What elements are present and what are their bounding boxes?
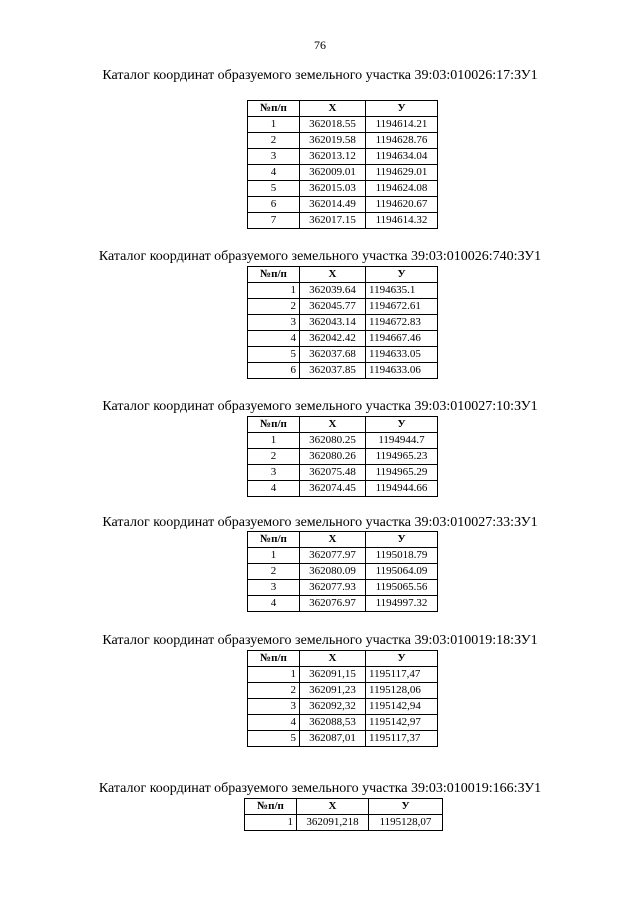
point-number: 4 bbox=[248, 481, 300, 497]
header-num: №п/п bbox=[248, 101, 300, 117]
y-coordinate: 1194672.83 bbox=[366, 315, 438, 331]
table-row bbox=[248, 347, 438, 363]
table-row bbox=[248, 283, 438, 299]
point-number: 4 bbox=[248, 165, 300, 181]
table-row bbox=[248, 548, 438, 564]
point-number: 1 bbox=[248, 667, 300, 683]
point-number: 2 bbox=[248, 299, 300, 315]
x-coordinate: 362080.25 bbox=[300, 433, 366, 449]
y-coordinate: 1194633.05 bbox=[366, 347, 438, 363]
table-row bbox=[248, 299, 438, 315]
point-number: 2 bbox=[248, 133, 300, 149]
x-coordinate: 362088,53 bbox=[300, 715, 366, 731]
point-number: 5 bbox=[248, 731, 300, 747]
y-coordinate: 1194944.66 bbox=[366, 481, 438, 497]
x-coordinate: 362017.15 bbox=[300, 213, 366, 229]
header-num: №п/п bbox=[248, 267, 300, 283]
table-row bbox=[248, 363, 438, 379]
y-coordinate: 1194672.61 bbox=[366, 299, 438, 315]
x-coordinate: 362080.09 bbox=[300, 564, 366, 580]
point-number: 2 bbox=[248, 683, 300, 699]
catalog-title: Каталог координат образуемого земельного участка 39:03:010027:10:ЗУ1 bbox=[102, 399, 538, 414]
catalog-title: Каталог координат образуемого земельного участка 39:03:010026:17:ЗУ1 bbox=[102, 68, 538, 83]
table-row bbox=[248, 596, 438, 612]
coordinates-table bbox=[247, 100, 438, 229]
x-coordinate: 362013.12 bbox=[300, 149, 366, 165]
header-y: У bbox=[366, 417, 438, 433]
table-row bbox=[248, 731, 438, 747]
header-y: У bbox=[366, 101, 438, 117]
x-coordinate: 362019.58 bbox=[300, 133, 366, 149]
point-number: 1 bbox=[248, 433, 300, 449]
x-coordinate: 362077.93 bbox=[300, 580, 366, 596]
y-coordinate: 1194624.08 bbox=[366, 181, 438, 197]
table-row bbox=[248, 715, 438, 731]
catalog-title: Каталог координат образуемого земельного участка 39:03:010019:18:ЗУ1 bbox=[102, 633, 538, 648]
point-number: 1 bbox=[248, 283, 300, 299]
y-coordinate: 1195018.79 bbox=[366, 548, 438, 564]
y-coordinate: 1195064.09 bbox=[366, 564, 438, 580]
table-row bbox=[248, 197, 438, 213]
header-x: X bbox=[297, 799, 369, 815]
y-coordinate: 1194965.29 bbox=[366, 465, 438, 481]
y-coordinate: 1194614.21 bbox=[366, 117, 438, 133]
x-coordinate: 362037.85 bbox=[300, 363, 366, 379]
y-coordinate: 1194620.67 bbox=[366, 197, 438, 213]
x-coordinate: 362037.68 bbox=[300, 347, 366, 363]
point-number: 6 bbox=[248, 197, 300, 213]
header-num: №п/п bbox=[248, 417, 300, 433]
x-coordinate: 362074.45 bbox=[300, 481, 366, 497]
header-y: У bbox=[369, 799, 443, 815]
header-num: №п/п bbox=[248, 651, 300, 667]
y-coordinate: 1195117,47 bbox=[366, 667, 438, 683]
coordinates-table bbox=[247, 266, 438, 379]
y-coordinate: 1195142,97 bbox=[366, 715, 438, 731]
point-number: 5 bbox=[248, 347, 300, 363]
table-row bbox=[248, 449, 438, 465]
table-row bbox=[248, 699, 438, 715]
table-row bbox=[248, 315, 438, 331]
y-coordinate: 1194997.32 bbox=[366, 596, 438, 612]
y-coordinate: 1194667.46 bbox=[366, 331, 438, 347]
table-row bbox=[248, 683, 438, 699]
y-coordinate: 1195128,06 bbox=[366, 683, 438, 699]
table-row bbox=[248, 564, 438, 580]
header-y: У bbox=[366, 267, 438, 283]
y-coordinate: 1194633.06 bbox=[366, 363, 438, 379]
point-number: 4 bbox=[248, 715, 300, 731]
x-coordinate: 362091,218 bbox=[297, 815, 369, 831]
x-coordinate: 362009.01 bbox=[300, 165, 366, 181]
header-num: №п/п bbox=[245, 799, 297, 815]
x-coordinate: 362018.55 bbox=[300, 117, 366, 133]
header-y: У bbox=[366, 532, 438, 548]
coordinates-table bbox=[244, 798, 443, 831]
y-coordinate: 1194629.01 bbox=[366, 165, 438, 181]
table-row bbox=[248, 133, 438, 149]
header-num: №п/п bbox=[248, 532, 300, 548]
point-number: 2 bbox=[248, 564, 300, 580]
coordinates-table bbox=[247, 531, 438, 612]
table-row bbox=[248, 465, 438, 481]
y-coordinate: 1195117,37 bbox=[366, 731, 438, 747]
x-coordinate: 362043.14 bbox=[300, 315, 366, 331]
x-coordinate: 362015.03 bbox=[300, 181, 366, 197]
x-coordinate: 362077.97 bbox=[300, 548, 366, 564]
x-coordinate: 362092,32 bbox=[300, 699, 366, 715]
table-row bbox=[248, 117, 438, 133]
x-coordinate: 362042.42 bbox=[300, 331, 366, 347]
y-coordinate: 1194628.76 bbox=[366, 133, 438, 149]
y-coordinate: 1195142,94 bbox=[366, 699, 438, 715]
table-row bbox=[248, 580, 438, 596]
header-x: X bbox=[300, 532, 366, 548]
point-number: 6 bbox=[248, 363, 300, 379]
table-row bbox=[248, 181, 438, 197]
y-coordinate: 1194635.1 bbox=[366, 283, 438, 299]
coordinates-table bbox=[247, 416, 438, 497]
catalog-title: Каталог координат образуемого земельного участка 39:03:010027:33:ЗУ1 bbox=[102, 515, 538, 530]
y-coordinate: 1194634.04 bbox=[366, 149, 438, 165]
coordinates-table bbox=[247, 650, 438, 747]
table-row bbox=[248, 331, 438, 347]
table-row bbox=[248, 149, 438, 165]
header-x: X bbox=[300, 417, 366, 433]
page-number: 76 bbox=[314, 38, 326, 52]
header-x: X bbox=[300, 651, 366, 667]
table-row bbox=[245, 815, 443, 831]
header-x: X bbox=[300, 267, 366, 283]
x-coordinate: 362087,01 bbox=[300, 731, 366, 747]
x-coordinate: 362076.97 bbox=[300, 596, 366, 612]
x-coordinate: 362014.49 bbox=[300, 197, 366, 213]
point-number: 4 bbox=[248, 331, 300, 347]
point-number: 4 bbox=[248, 596, 300, 612]
point-number: 3 bbox=[248, 465, 300, 481]
point-number: 3 bbox=[248, 580, 300, 596]
point-number: 7 bbox=[248, 213, 300, 229]
catalog-title: Каталог координат образуемого земельного участка 39:03:010026:740:ЗУ1 bbox=[98, 249, 542, 264]
point-number: 2 bbox=[248, 449, 300, 465]
point-number: 1 bbox=[245, 815, 297, 831]
x-coordinate: 362075.48 bbox=[300, 465, 366, 481]
point-number: 5 bbox=[248, 181, 300, 197]
table-row bbox=[248, 433, 438, 449]
header-x: X bbox=[300, 101, 366, 117]
x-coordinate: 362045.77 bbox=[300, 299, 366, 315]
point-number: 3 bbox=[248, 315, 300, 331]
point-number: 3 bbox=[248, 149, 300, 165]
header-y: У bbox=[366, 651, 438, 667]
point-number: 3 bbox=[248, 699, 300, 715]
table-row bbox=[248, 481, 438, 497]
y-coordinate: 1195065.56 bbox=[366, 580, 438, 596]
table-row bbox=[248, 667, 438, 683]
x-coordinate: 362039.64 bbox=[300, 283, 366, 299]
catalog-title: Каталог координат образуемого земельного участка 39:03:010019:166:ЗУ1 bbox=[98, 781, 542, 796]
table-row bbox=[248, 165, 438, 181]
x-coordinate: 362091,23 bbox=[300, 683, 366, 699]
y-coordinate: 1195128,07 bbox=[369, 815, 443, 831]
y-coordinate: 1194965.23 bbox=[366, 449, 438, 465]
point-number: 1 bbox=[248, 548, 300, 564]
y-coordinate: 1194944.7 bbox=[366, 433, 438, 449]
x-coordinate: 362080.26 bbox=[300, 449, 366, 465]
y-coordinate: 1194614.32 bbox=[366, 213, 438, 229]
table-row bbox=[248, 213, 438, 229]
point-number: 1 bbox=[248, 117, 300, 133]
x-coordinate: 362091,15 bbox=[300, 667, 366, 683]
